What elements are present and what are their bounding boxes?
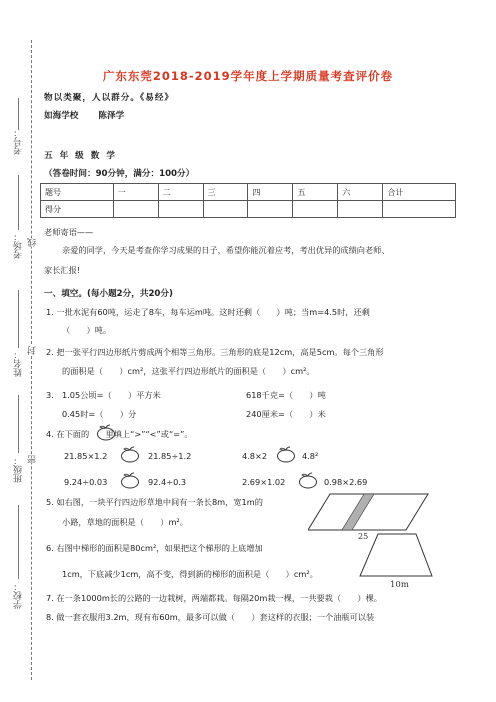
- compare-right-1: 21.85÷1.2: [148, 451, 192, 461]
- score-header-cell: 五: [293, 184, 338, 201]
- name-label: 姓名：: [14, 350, 24, 377]
- compare-left-2: 4.8×2: [242, 451, 268, 461]
- score-cell[interactable]: [113, 201, 158, 218]
- score-header-cell: 六: [338, 184, 383, 201]
- quote: 物以类聚，人以群分。《易经》: [44, 93, 175, 103]
- score-header-cell: 三: [203, 184, 248, 201]
- question-3c: 0.45时=（ ）分: [62, 409, 137, 419]
- apple-blank-icon[interactable]: [298, 472, 318, 489]
- question-3b: 618千克=（ ）吨: [246, 390, 326, 400]
- score-header-cell: 一: [113, 184, 158, 201]
- teacher-note-line1: 亲爱的同学，今天是考查你学习成果的日子，希望你能沉着应考，考出优异的成绩向老师、: [62, 245, 390, 255]
- question-6-line1: 6. 右图中梯形的面积是80cm²，如果把这个梯形的上底增加: [46, 543, 263, 553]
- apple-blank-icon: [96, 424, 116, 441]
- figure-top-label: 25: [358, 532, 369, 541]
- figure-bottom-label: 10m: [390, 580, 409, 590]
- teacher-note-heading: 老师寄语——: [44, 227, 94, 237]
- apple-blank-icon[interactable]: [120, 446, 140, 463]
- exam-info: （答卷时间：90分钟，满分：100分）: [44, 169, 195, 179]
- question-2-line2: 的面积是（ ）cm²，这张平行四边形纸片的面积是（ ）cm²。: [62, 366, 315, 376]
- question-5-line2: 小路，草地的面积是（ ）m²。: [62, 517, 188, 527]
- compare-left-4: 2.69×1.02: [242, 477, 286, 487]
- compare-right-4: 0.98×2.69: [324, 477, 368, 487]
- exam-title: 广东东莞2018-2019学年度上学期质量考查评价卷: [102, 69, 394, 83]
- score-cell[interactable]: [293, 201, 338, 218]
- question-1-line2: （ ）吨。: [62, 325, 112, 335]
- question-1-line1: 1. 一批水泥有60吨，运走了8车，每车运m吨。这时还剩（ ）吨；当m=4.5时，还剩: [46, 307, 370, 317]
- author-name: 陈泽学: [98, 111, 125, 121]
- school-blank: [18, 505, 19, 579]
- question-3a: 3. 1.05公顷=（ ）平方米: [46, 390, 161, 400]
- line-char: 线: [28, 238, 38, 247]
- section-1-heading: 一、填空。(每小题2分，共20分): [44, 289, 173, 299]
- question-8: 8. 做一套衣服用3.2m，现有布60m，最多可以做（ ）套这样的衣服；一个油瓶可以装: [46, 612, 375, 622]
- class-blank: [18, 395, 19, 453]
- exam-room-blank: [18, 175, 19, 230]
- question-3d: 240厘米=（ ）米: [246, 409, 326, 419]
- question-7: 7. 在一条1000m长的公路的一边栽树，两端都栽。每隔20m栽一棵，一共要栽（ ）棵。: [46, 593, 382, 603]
- grade-subject: 五 年 级 数 学: [44, 151, 117, 161]
- compare-left-1: 21.85×1.2: [64, 451, 108, 461]
- class-label: 班级：: [14, 456, 24, 483]
- score-cell[interactable]: [203, 201, 248, 218]
- teacher-note-line2: 家长汇报!: [44, 265, 81, 275]
- school-name: 如海学校: [44, 111, 79, 121]
- geometry-figures: [308, 492, 468, 590]
- score-table-header-row: [41, 184, 456, 201]
- question-4-stem: 4. 在下面的 里填上“>”“<”或“=”。: [46, 429, 193, 439]
- score-row-label: 得分: [41, 201, 114, 218]
- compare-left-3: 9.24÷0.03: [64, 477, 108, 487]
- score-header-cell: 题号: [41, 184, 114, 201]
- score-header-cell: 二: [158, 184, 203, 201]
- question-6-line2: 1cm，下底减少1cm，高不变，得到新的梯形的面积是（ ）cm²。: [62, 569, 318, 579]
- apple-blank-icon[interactable]: [120, 472, 140, 489]
- exam-room-label: 考场：: [14, 232, 24, 259]
- compare-right-2: 4.8²: [302, 451, 319, 461]
- binding-dashed-line: [31, 40, 32, 680]
- score-table: [40, 183, 456, 218]
- school-line: [44, 110, 124, 122]
- score-header-cell: 四: [248, 184, 293, 201]
- parallelogram-figure: [308, 494, 428, 530]
- trapezoid-figure: [360, 534, 432, 576]
- compare-right-3: 92.4÷0.3: [148, 477, 187, 487]
- score-cell[interactable]: [158, 201, 203, 218]
- score-cell[interactable]: [338, 201, 383, 218]
- score-header-cell: 合计: [383, 184, 456, 201]
- school-label: 学校：: [14, 582, 24, 609]
- score-cell[interactable]: [248, 201, 293, 218]
- exam-id-label: 考号：: [14, 128, 24, 155]
- score-table-score-row: [41, 201, 456, 218]
- seal-char: 封: [28, 346, 38, 355]
- dense-char: 密: [28, 455, 38, 464]
- question-2-line1: 2. 把一张平行四边形纸片剪成两个相等三角形。三角形的底是12cm，高是5cm。每个三角形: [46, 347, 384, 357]
- exam-id-blank: [18, 98, 19, 130]
- apple-blank-icon[interactable]: [276, 446, 296, 463]
- name-blank: [18, 290, 19, 348]
- score-cell[interactable]: [383, 201, 456, 218]
- question-5-line1: 5. 如右图，一块平行四边形草地中间有一条长8m，宽1m的: [46, 497, 263, 507]
